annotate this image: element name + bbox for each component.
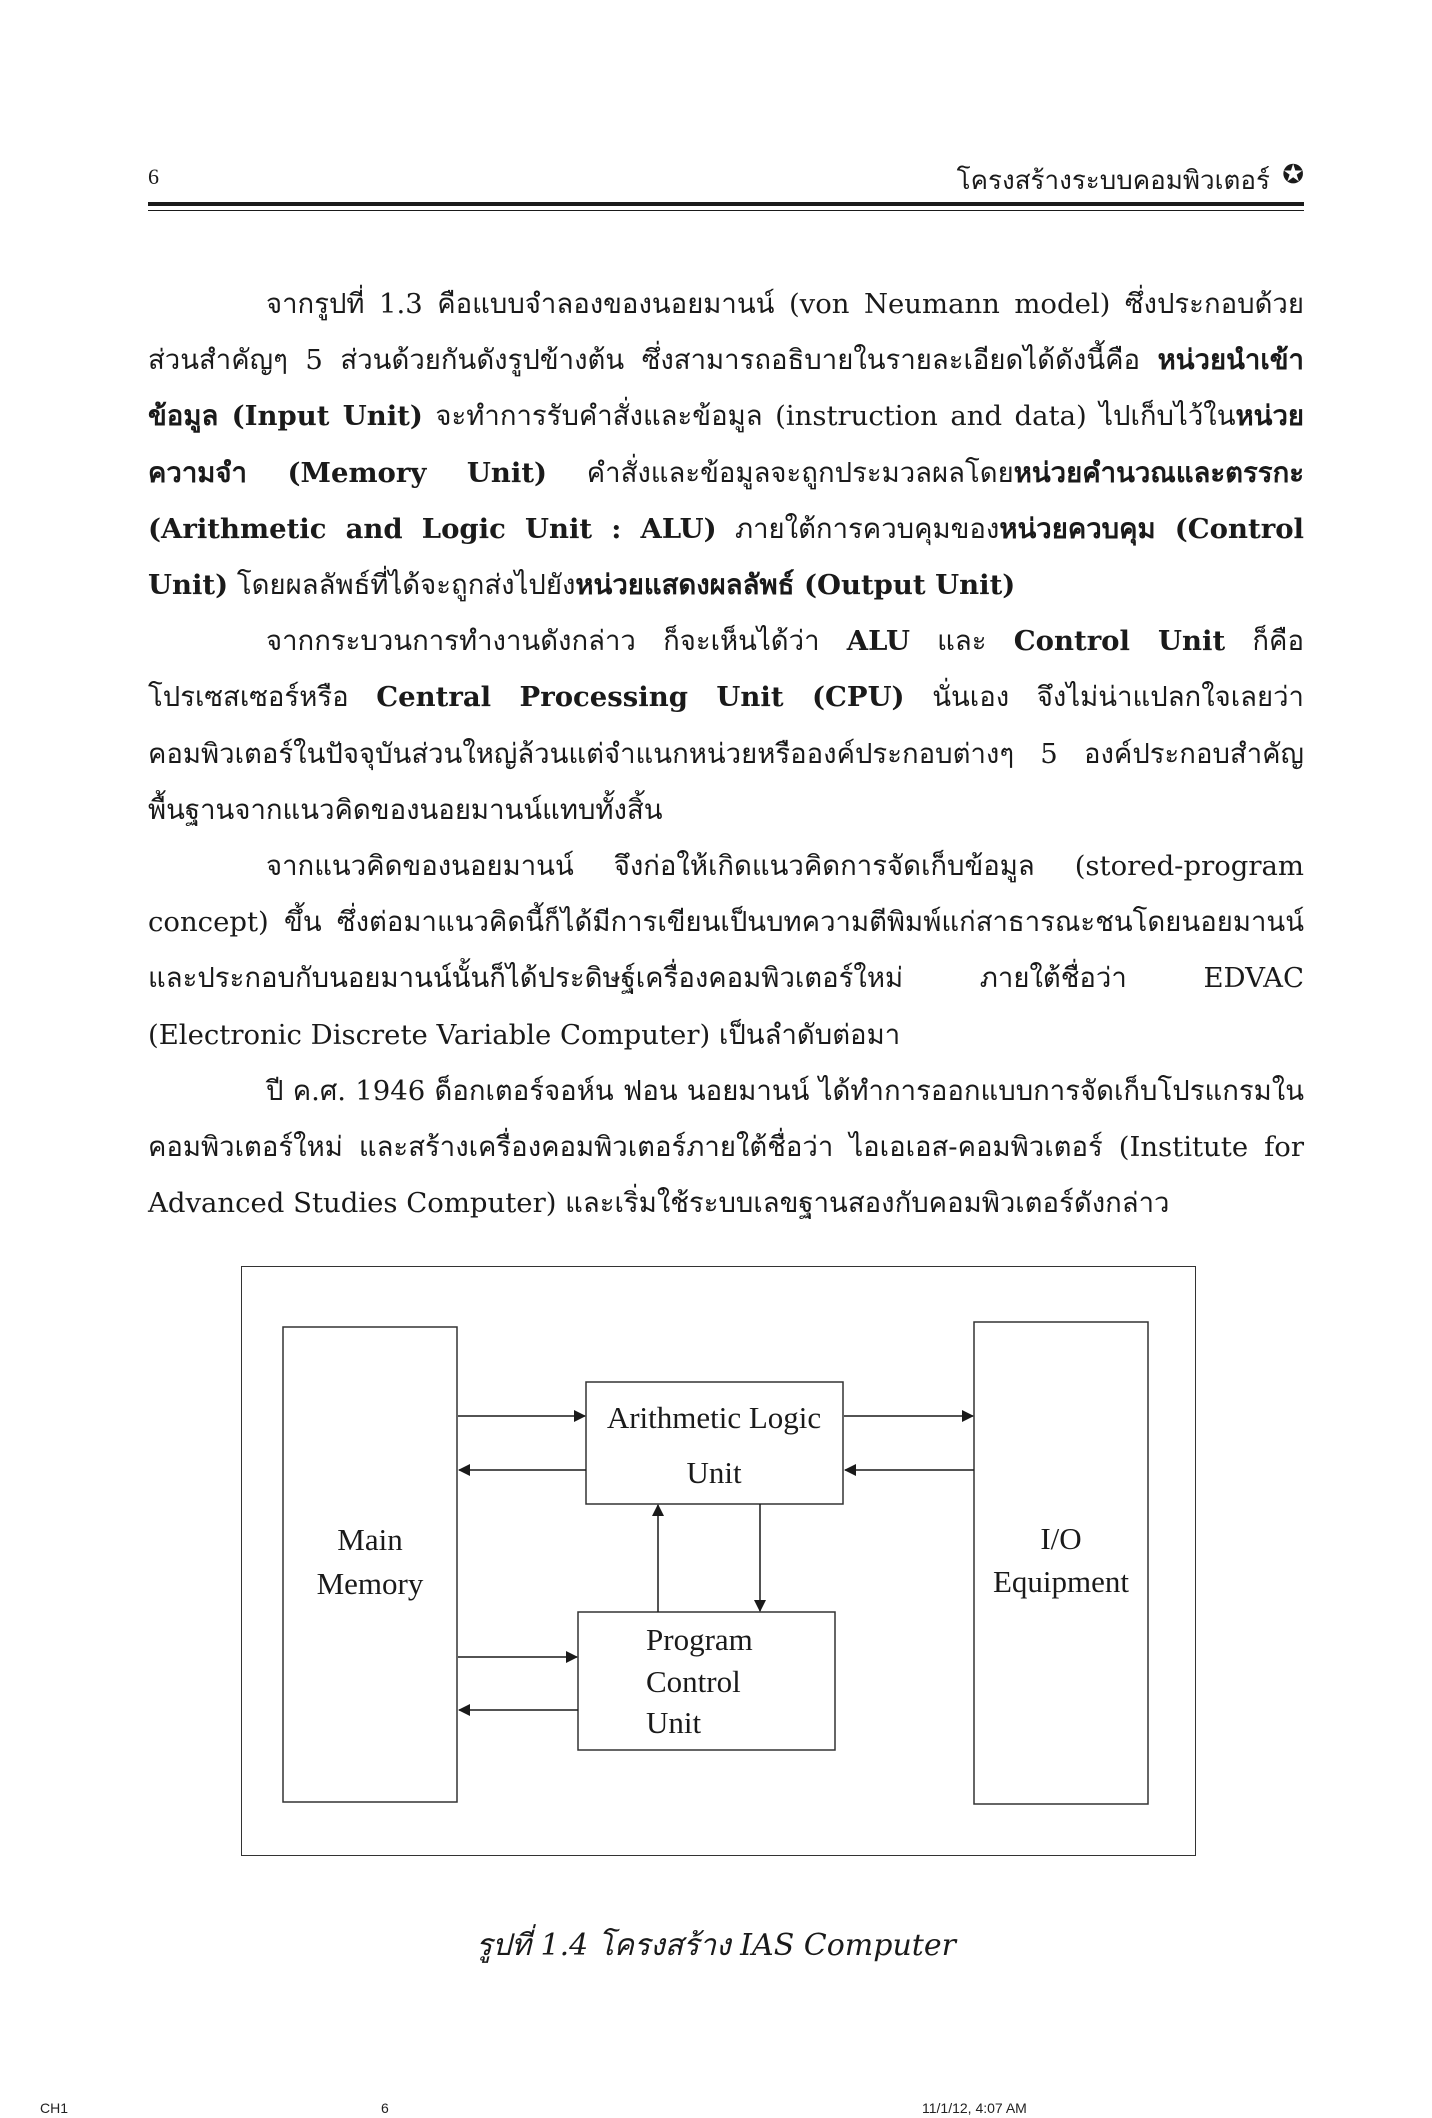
p1-bold-control-unit: หน่วยควบคุม (Control Unit) bbox=[148, 512, 1304, 602]
footer-file: CH1 bbox=[40, 2100, 69, 2116]
figure-caption: รูปที่ 1.4 โครงสร้าง IAS Computer bbox=[476, 1928, 956, 1963]
pcu-label-1: Program bbox=[646, 1622, 753, 1657]
main-memory-label-1: Main bbox=[337, 1522, 403, 1557]
p2-bold-cpu: Central Processing Unit (CPU) bbox=[376, 681, 905, 714]
p1-bold-alu: หน่วยคำนวณและตรรกะ (Arithmetic and Logic Unit : ALU) bbox=[148, 456, 1304, 545]
p1-bold-output-unit: หน่วยแสดงผลลัพธ์ (Output Unit) bbox=[575, 569, 1016, 602]
paragraph-4: ปี ค.ศ. 1946 ด็อกเตอร์จอห์น ฟอน นอยมานน์ ได้ทำการออกแบบการจัดเก็บโปรแกรมในคอมพิวเตอร์ใหม่ และสร้างเครื่องคอมพิวเตอร์ภายใต้ชื่อว่า ไอเอเอส-คอมพิวเตอร์ (Institute for Advanced Studies Computer) และเริ่มใช้ระบบเลขฐานสองกับคอมพิวเตอร์ดังกล่าว bbox=[148, 1074, 1304, 1220]
p1-text-1: จากรูปที่ 1.3 คือแบบจำลองของนอยมานน์ (von Neumann model) ซึ่งประกอบด้วยส่วนสำคัญๆ 5 ส่วนด้วยกันดังรูปข้างต้น ซึ่งสามารถอธิบายในรายละเอียดได้ดังนี้คือ bbox=[148, 288, 1304, 377]
p2-text-2: และ bbox=[909, 625, 1014, 658]
footer-timestamp: 11/1/12, 4:07 AM bbox=[922, 2100, 1027, 2116]
p1-text-2: จะทำการรับคำสั่งและข้อมูล (instruction and data) ไปเก็บไว้ใน bbox=[422, 400, 1236, 433]
p1-text-4: ภายใต้การควบคุมของ bbox=[716, 512, 1000, 545]
p1-bold-input-unit: หน่วยนำเข้าข้อมูล (Input Unit) bbox=[148, 344, 1304, 433]
flower-icon: ✪ bbox=[1282, 160, 1304, 190]
main-memory-label-2: Memory bbox=[316, 1566, 424, 1601]
pcu-label-3: Unit bbox=[646, 1705, 702, 1740]
p2-bold-alu: ALU bbox=[846, 625, 910, 658]
alu-label-1: Arithmetic Logic bbox=[606, 1400, 822, 1435]
page-number: 6 bbox=[148, 164, 159, 189]
p2-text-3: ก็คือโปรเซสเซอร์หรือ bbox=[148, 625, 1304, 714]
p2-bold-control-unit: Control Unit bbox=[1013, 625, 1226, 658]
io-label-2: Equipment bbox=[992, 1564, 1130, 1599]
paragraph-3: จากแนวคิดของนอยมานน์ จึงก่อให้เกิดแนวคิดการจัดเก็บข้อมูล (stored-program concept) ขึ้น ซึ่งต่อมาแนวคิดนี้ก็ได้มีการเขียนเป็นบทความตีพิมพ์แก่สาธารณะชนโดยนอยมานน์และประกอบกับนอยมานน์นั้นก็ได้ประดิษฐ์เครื่องคอมพิวเตอร์ใหม่ ภายใต้ชื่อว่า EDVAC (Electronic Discrete Variable Computer) เป็นลำดับต่อมา bbox=[148, 850, 1304, 1051]
chapter-title: โครงสร้างระบบคอมพิวเตอร์ bbox=[956, 166, 1270, 196]
p2-text-4: นั่นเอง จึงไม่น่าแปลกใจเลยว่าคอมพิวเตอร์ในปัจจุบันส่วนใหญ่ล้วนแต่จำแนกหน่วยหรือองค์ประกอบต่างๆ 5 องค์ประกอบสำคัญพื้นฐานจากแนวคิดของนอยมานน์แทบทั้งสิ้น bbox=[148, 681, 1305, 826]
p1-bold-memory-unit: หน่วยความจำ (Memory Unit) bbox=[148, 400, 1304, 489]
p2-text-1: จากกระบวนการทำงานดังกล่าว ก็จะเห็นได้ว่า bbox=[266, 625, 847, 658]
io-equipment-box bbox=[974, 1322, 1148, 1804]
pcu-label-2: Control bbox=[646, 1664, 741, 1699]
io-label-1: I/O bbox=[1040, 1521, 1082, 1556]
footer-page: 6 bbox=[381, 2100, 389, 2116]
p1-text-3: คำสั่งและข้อมูลจะถูกประมวลผลโดย bbox=[547, 456, 1014, 489]
alu-label-2: Unit bbox=[686, 1455, 742, 1490]
p1-text-5: โดยผลลัพธ์ที่ได้จะถูกส่งไปยัง bbox=[228, 569, 576, 602]
main-memory-box bbox=[283, 1327, 457, 1802]
